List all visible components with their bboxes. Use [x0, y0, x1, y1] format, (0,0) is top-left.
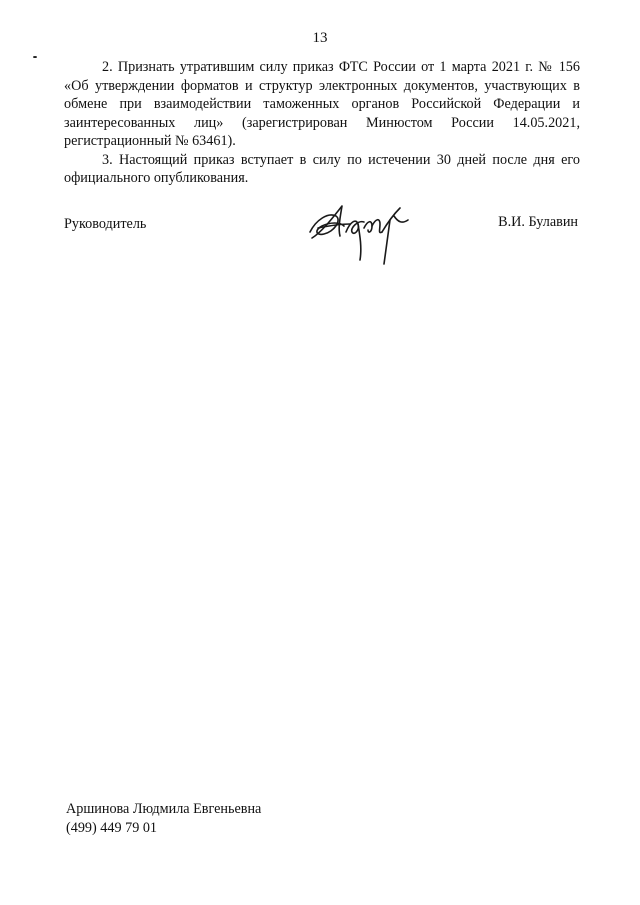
contact-block: [66, 800, 261, 838]
paragraph-3: 3. Настоящий приказ вступает в силу по истечении 30 дней после дня его официального опубликования.: [64, 151, 580, 186]
document-body: [64, 58, 580, 188]
contact-phone: (499) 449 79 01: [66, 820, 158, 836]
paragraph-2: 2. Признать утратившим силу приказ ФТС России от 1 марта 2021 г. № 156 «Об утверждении форматов и структур электронных документов, участвующих в обмене при взаимодействии таможенных органов Российской Федерации и заинтересованных лиц» (зарегистрирован Минюстом России 14.05.2021, регистрационный № 63461).: [64, 59, 580, 149]
page-number: 13: [312, 30, 328, 46]
contact-name: Аршинова Людмила Евгеньевна: [66, 801, 262, 817]
scan-speck: [33, 56, 37, 58]
signature-block: [64, 214, 580, 274]
handwritten-signature: [306, 202, 416, 272]
signer-title: Руководитель: [64, 216, 147, 232]
signer-name: В.И. Булавин: [498, 214, 578, 230]
